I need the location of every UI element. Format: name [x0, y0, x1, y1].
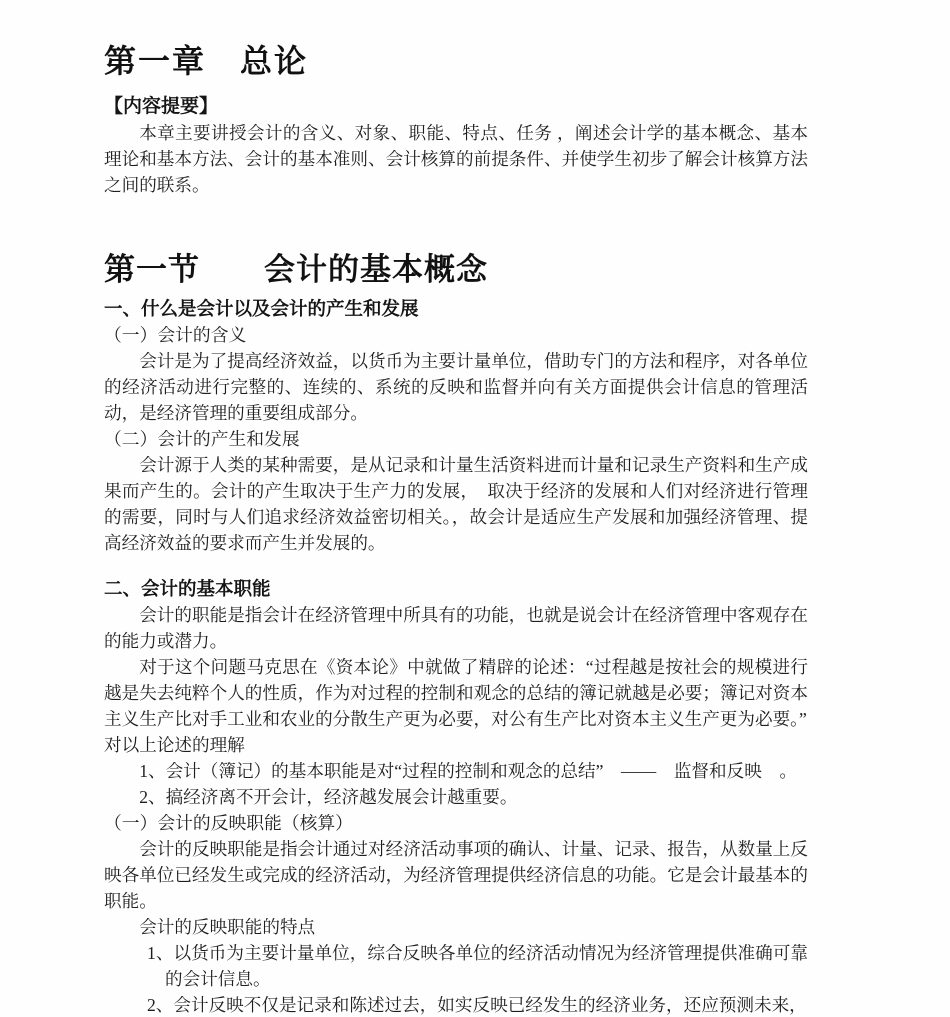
feature-item-2: 2、会计反映不仅是记录和陈述过去，如实反映已经发生的经济业务，还应预测未来，	[147, 995, 807, 1015]
paragraph-accounting-meaning: 会计是为了提高经济效益，以货币为主要计量单位，借助专门的方法和程序，对各单位的经济活动进行完整的、连续的、系统的反映和监督并向有关方面提供会计信息的管理活动，是经济管理的重要组成部分。	[104, 351, 808, 423]
paragraph-functions-definition: 会计的职能是指会计在经济管理中所具有的功能，也就是说会计在经济管理中客观存在的能力或潜力。	[104, 605, 808, 651]
heading-basic-functions: 二、会计的基本职能	[104, 580, 271, 600]
chapter-title: 第一章 总论	[104, 43, 309, 79]
paragraph-accounting-origin: 会计源于人类的某种需要，是从记录和计量生活资料进而计量和记录生产资料和生产成果而产生的。会计的产生取决于生产力的发展， 取决于经济的发展和人们对经济进行管理的需要，同时与人们追求经济效益密切相关。，故会计是适应生产发展和加强经济管理、提高经济效益的要求而产生并发展的。	[104, 455, 808, 553]
summary-paragraph: 本章主要讲授会计的含义、对象、职能、特点、任务 ，阐述会计学的基本概念、基本理论和基本方法、会计的基本准则、会计核算的前提条件、并使学生初步了解会计核算方法之间的联系。	[104, 123, 808, 195]
paragraph-reflection-function: 会计的反映职能是指会计通过对经济活动事项的确认、计量、记录、报告，从数量上反映各单位已经发生或完成的经济活动，为经济管理提供经济信息的功能。它是会计最基本的职能。	[104, 839, 808, 911]
label-reflection-features: 会计的反映职能的特点	[139, 917, 316, 937]
subheading-accounting-origin: （二）会计的产生和发展	[104, 429, 300, 449]
paragraph-marx-quote: 对于这个问题马克思在《资本论》中就做了精辟的论述：“过程越是按社会的规模进行越是失去纯粹个人的性质，作为对过程的控制和观念的总结的簿记就越是必要；簿记对资本主义生产比对手工业和农业的分散生产更为必要，对公有生产比对资本主义生产更为必要。”	[104, 657, 808, 729]
list-item-point-2: 2、搞经济离不开会计，经济越发展会计越重要。	[139, 787, 518, 807]
summary-label: 【内容提要】	[104, 96, 219, 117]
section-title: 第一节 会计的基本概念	[104, 252, 488, 287]
feature-item-1: 1、以货币为主要计量单位，综合反映各单位的经济活动情况为经济管理提供准确可靠的会计信息。	[147, 943, 808, 989]
line-marx-note: 对以上论述的理解	[104, 735, 245, 755]
subheading-accounting-meaning: （一）会计的含义	[104, 325, 247, 345]
heading-what-is-accounting: 一、什么是会计以及会计的产生和发展	[104, 300, 419, 320]
list-item-point-1: 1、会计（簿记）的基本职能是对“过程的控制和观念的总结” —— 监督和反映 。	[139, 761, 797, 781]
subheading-reflection-function: （一）会计的反映职能（核算）	[104, 813, 353, 833]
